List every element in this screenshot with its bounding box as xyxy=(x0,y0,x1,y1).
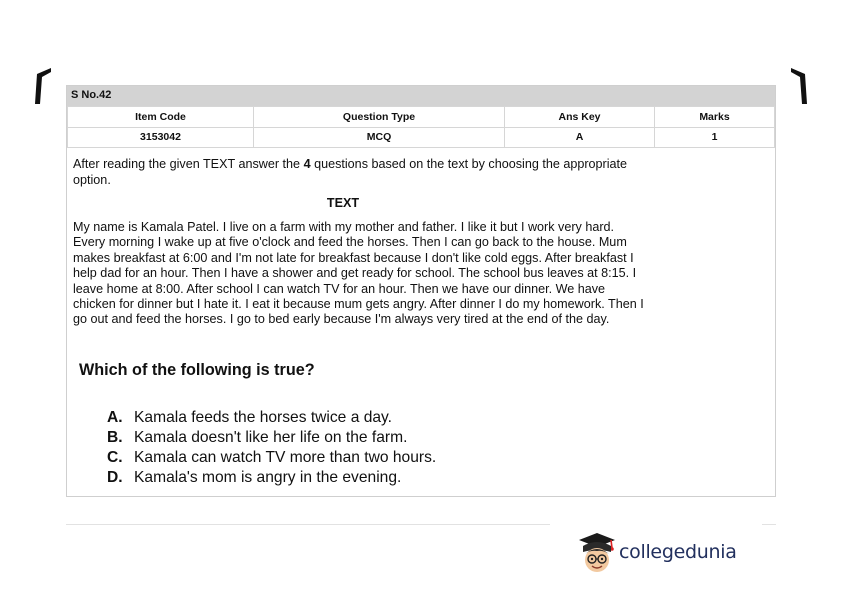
instruction-before: After reading the given TEXT answer the xyxy=(73,157,304,171)
serial-number: S No.42 xyxy=(67,86,775,106)
option-letter: A. xyxy=(107,409,123,426)
instruction-count: 4 xyxy=(303,157,311,171)
graduate-cartoon-icon xyxy=(575,528,619,578)
collegedunia-logo[interactable] xyxy=(575,528,755,578)
option-text: Kamala feeds the horses twice a day. xyxy=(134,409,393,426)
header-marks: Marks xyxy=(655,107,775,128)
option-a[interactable] xyxy=(107,408,436,428)
footer-divider-left xyxy=(66,524,550,525)
value-question-type: MCQ xyxy=(254,127,505,148)
option-b[interactable] xyxy=(107,428,436,448)
option-letter: C. xyxy=(107,449,123,466)
option-c[interactable] xyxy=(107,448,436,468)
option-letter: B. xyxy=(107,429,123,446)
corner-bracket-left-icon xyxy=(33,66,53,106)
meta-value-row xyxy=(68,127,775,148)
header-ans-key: Ans Key xyxy=(505,107,655,128)
question-stem: Which of the following is true? xyxy=(79,361,315,379)
value-item-code: 3153042 xyxy=(68,127,254,148)
option-text: Kamala doesn't like her life on the farm. xyxy=(134,429,408,446)
instruction-after: questions based on the text by choosing the appropriate option. xyxy=(73,157,628,187)
instruction xyxy=(73,156,633,188)
option-text: Kamala can watch TV more than two hours. xyxy=(134,449,437,466)
text-heading: TEXT xyxy=(326,196,360,210)
option-d[interactable] xyxy=(107,468,436,488)
header-question-type: Question Type xyxy=(254,107,505,128)
meta-table xyxy=(67,106,775,148)
value-marks: 1 xyxy=(655,127,775,148)
options-list xyxy=(107,408,436,488)
meta-header-row xyxy=(68,107,775,128)
footer-divider-right xyxy=(762,524,776,525)
value-ans-key: A xyxy=(505,127,655,148)
passage: My name is Kamala Patel. I live on a farm with my mother and father. I like it but I work very hard. Every morning I wake up at five o'clock and feed the horses. Then I can go back to the house. Mum makes breakfast at 6:00 and I'm not late for breakfast because I don't like cold eggs. After breakfast I help dad for an hour. Then I have a shower and get ready for school. The school bus leaves at 8:15. I leave home at 8:00. After school I can watch TV for an hour. Then we have our dinner. We have chicken for dinner but I hate it. I eat it because mum gets angry. After dinner I do my homework. Then I go out and feed the horses. I go to bed early because I'm always very tired at the end of the day. xyxy=(73,220,644,327)
option-text: Kamala's mom is angry in the evening. xyxy=(134,469,402,486)
question-card xyxy=(66,85,776,497)
option-letter: D. xyxy=(107,469,123,486)
header-item-code: Item Code xyxy=(68,107,254,128)
corner-bracket-right-icon xyxy=(789,66,809,106)
logo-text: collegedunia xyxy=(619,541,737,563)
